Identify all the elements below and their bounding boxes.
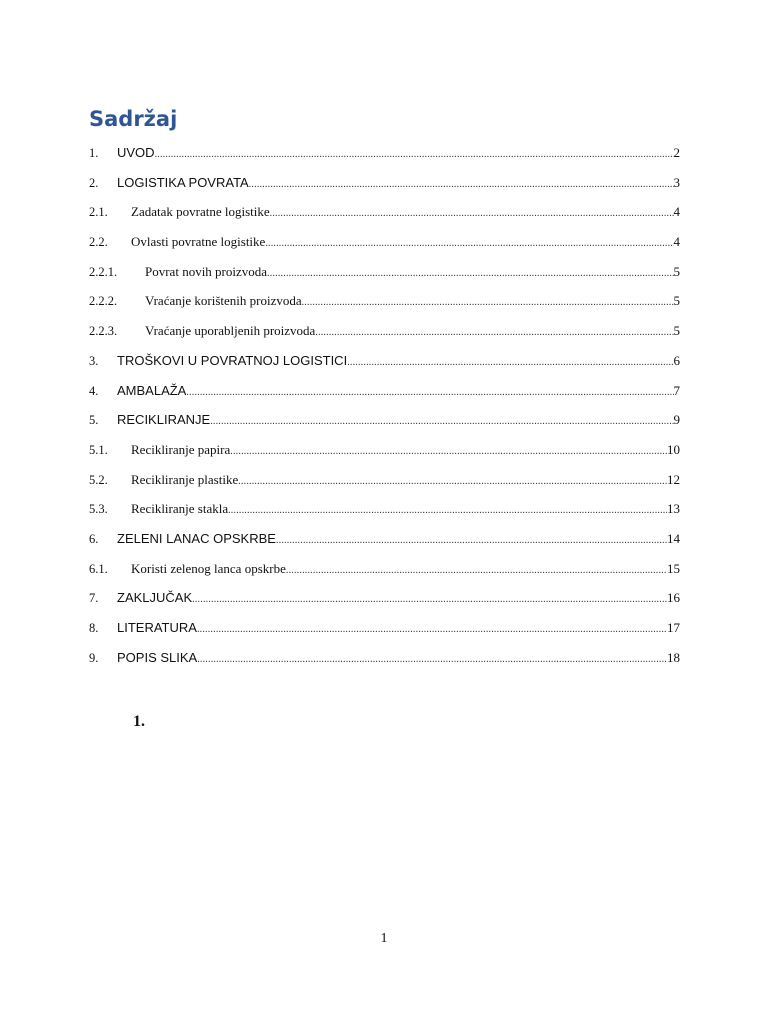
toc-entry-page: 17 (667, 620, 680, 635)
toc-entry-page: 3 (673, 174, 680, 190)
toc-dot-leader (192, 585, 667, 613)
toc-entry-page: 13 (667, 501, 680, 517)
toc-entry-number: 2.1. (89, 205, 108, 220)
toc-entry-number: 4. (89, 383, 99, 398)
toc-entry-title[interactable]: UVOD (117, 145, 155, 160)
toc-entry-title[interactable]: Vraćanje uporabljenih proizvoda (145, 323, 316, 339)
toc-entry-page: 18 (667, 649, 680, 665)
toc-entry-page: 6 (673, 352, 680, 368)
toc-dot-leader (186, 378, 673, 406)
toc-entry-title[interactable]: Recikliranje stakla (131, 501, 229, 517)
toc-dot-leader (228, 496, 667, 524)
toc-entry-title[interactable]: LOGISTIKA POVRATA (117, 174, 249, 190)
toc-entry-title[interactable]: Koristi zelenog lanca opskrbe (131, 560, 286, 576)
toc-heading: Sadržaj (89, 107, 178, 131)
toc-entry-page: 2 (673, 145, 680, 160)
toc-dot-leader (302, 288, 674, 316)
toc-entry[interactable] (89, 524, 680, 554)
toc-entry[interactable] (89, 376, 680, 406)
toc-entry-number: 5.3. (89, 502, 108, 517)
toc-entry-number: 5.1. (89, 442, 108, 457)
toc-entry[interactable] (89, 168, 680, 198)
toc-entry-title[interactable]: TROŠKOVI U POVRATNOJ LOGISTICI (117, 352, 348, 368)
toc-entry[interactable] (89, 197, 680, 227)
toc-entry-title[interactable]: LITERATURA (117, 620, 197, 635)
toc-entry-number: 8. (89, 621, 99, 635)
toc-entry-page: 15 (667, 560, 680, 576)
toc-dot-leader (197, 615, 667, 643)
toc-entry-number: 3. (89, 353, 99, 368)
toc-entry-page: 16 (667, 590, 680, 606)
toc-dot-leader (276, 526, 667, 554)
toc-dot-leader (315, 318, 673, 346)
toc-entry-number: 2.2. (89, 235, 108, 250)
toc-dot-leader (230, 437, 667, 465)
toc-dot-leader (265, 229, 673, 257)
toc-entry-number: 9. (89, 650, 99, 665)
toc-entry-title[interactable]: ZELENI LANAC OPSKRBE (117, 530, 276, 546)
toc-entry-number: 7. (89, 591, 99, 606)
toc-entry-number: 2.2.2. (89, 294, 118, 309)
toc-entry-page: 10 (667, 441, 680, 457)
toc-dot-leader (267, 259, 673, 287)
toc-entry-title[interactable]: ZAKLJUČAK (117, 590, 193, 606)
toc-entry-title[interactable]: RECIKLIRANJE (117, 412, 211, 428)
toc-entry[interactable] (89, 316, 680, 346)
toc-dot-leader (197, 645, 667, 673)
toc-entry-number: 2.2.1. (89, 264, 118, 279)
toc-dot-leader (347, 348, 673, 376)
toc-entry-page: 5 (673, 263, 680, 279)
toc-entry-title[interactable]: Povrat novih proizvoda (145, 263, 268, 279)
toc-entry-number: 5. (89, 413, 99, 428)
toc-entry[interactable] (89, 583, 680, 613)
section-number: 1. (133, 713, 145, 730)
toc-entry-title[interactable]: Zadatak povratne logistike (131, 204, 270, 220)
toc-entry-page: 5 (673, 323, 680, 339)
toc-entry-number: 5.2. (89, 472, 108, 487)
toc-entry[interactable] (89, 643, 680, 673)
toc-entry[interactable] (89, 138, 680, 168)
toc-dot-leader (155, 140, 674, 168)
toc-entry[interactable] (89, 286, 680, 316)
toc-entry[interactable] (89, 435, 680, 465)
toc-entry-title[interactable]: Ovlasti povratne logistike (131, 234, 266, 250)
toc-entry-page: 7 (673, 382, 680, 398)
toc-entry-page: 4 (673, 234, 680, 250)
toc-entry-title[interactable]: Recikliranje plastike (131, 471, 239, 487)
toc-dot-leader (210, 407, 673, 435)
toc-entry-number: 2. (89, 175, 99, 190)
toc-entry[interactable] (89, 405, 680, 435)
toc-entry-number: 2.2.3. (89, 324, 118, 339)
toc-entry[interactable] (89, 613, 680, 643)
toc-dot-leader (270, 199, 674, 227)
toc-entry[interactable] (89, 227, 680, 257)
toc-entry-number: 1. (89, 146, 99, 160)
toc-entry[interactable] (89, 554, 680, 584)
page-number: 1 (380, 931, 388, 946)
toc-entry-page: 14 (667, 530, 680, 546)
toc-dot-leader (286, 556, 667, 584)
toc-entry-title[interactable]: POPIS SLIKA (117, 649, 198, 665)
toc-entry[interactable] (89, 465, 680, 495)
toc-entry-page: 5 (673, 293, 680, 309)
toc-entry-title[interactable]: Vraćanje korištenih proizvoda (145, 293, 302, 309)
toc-entry-title[interactable]: Recikliranje papira (131, 441, 231, 457)
table-of-contents (89, 138, 680, 672)
toc-dot-leader (249, 170, 674, 198)
toc-entry-page: 4 (673, 204, 680, 220)
toc-entry[interactable] (89, 346, 680, 376)
toc-entry-title[interactable]: AMBALAŽA (117, 382, 187, 398)
toc-entry-page: 12 (667, 471, 680, 487)
toc-entry[interactable] (89, 257, 680, 287)
toc-entry-number: 6. (89, 531, 99, 546)
toc-entry[interactable] (89, 494, 680, 524)
toc-entry-number: 6.1. (89, 561, 108, 576)
toc-entry-page: 9 (673, 412, 680, 428)
toc-dot-leader (238, 467, 667, 495)
